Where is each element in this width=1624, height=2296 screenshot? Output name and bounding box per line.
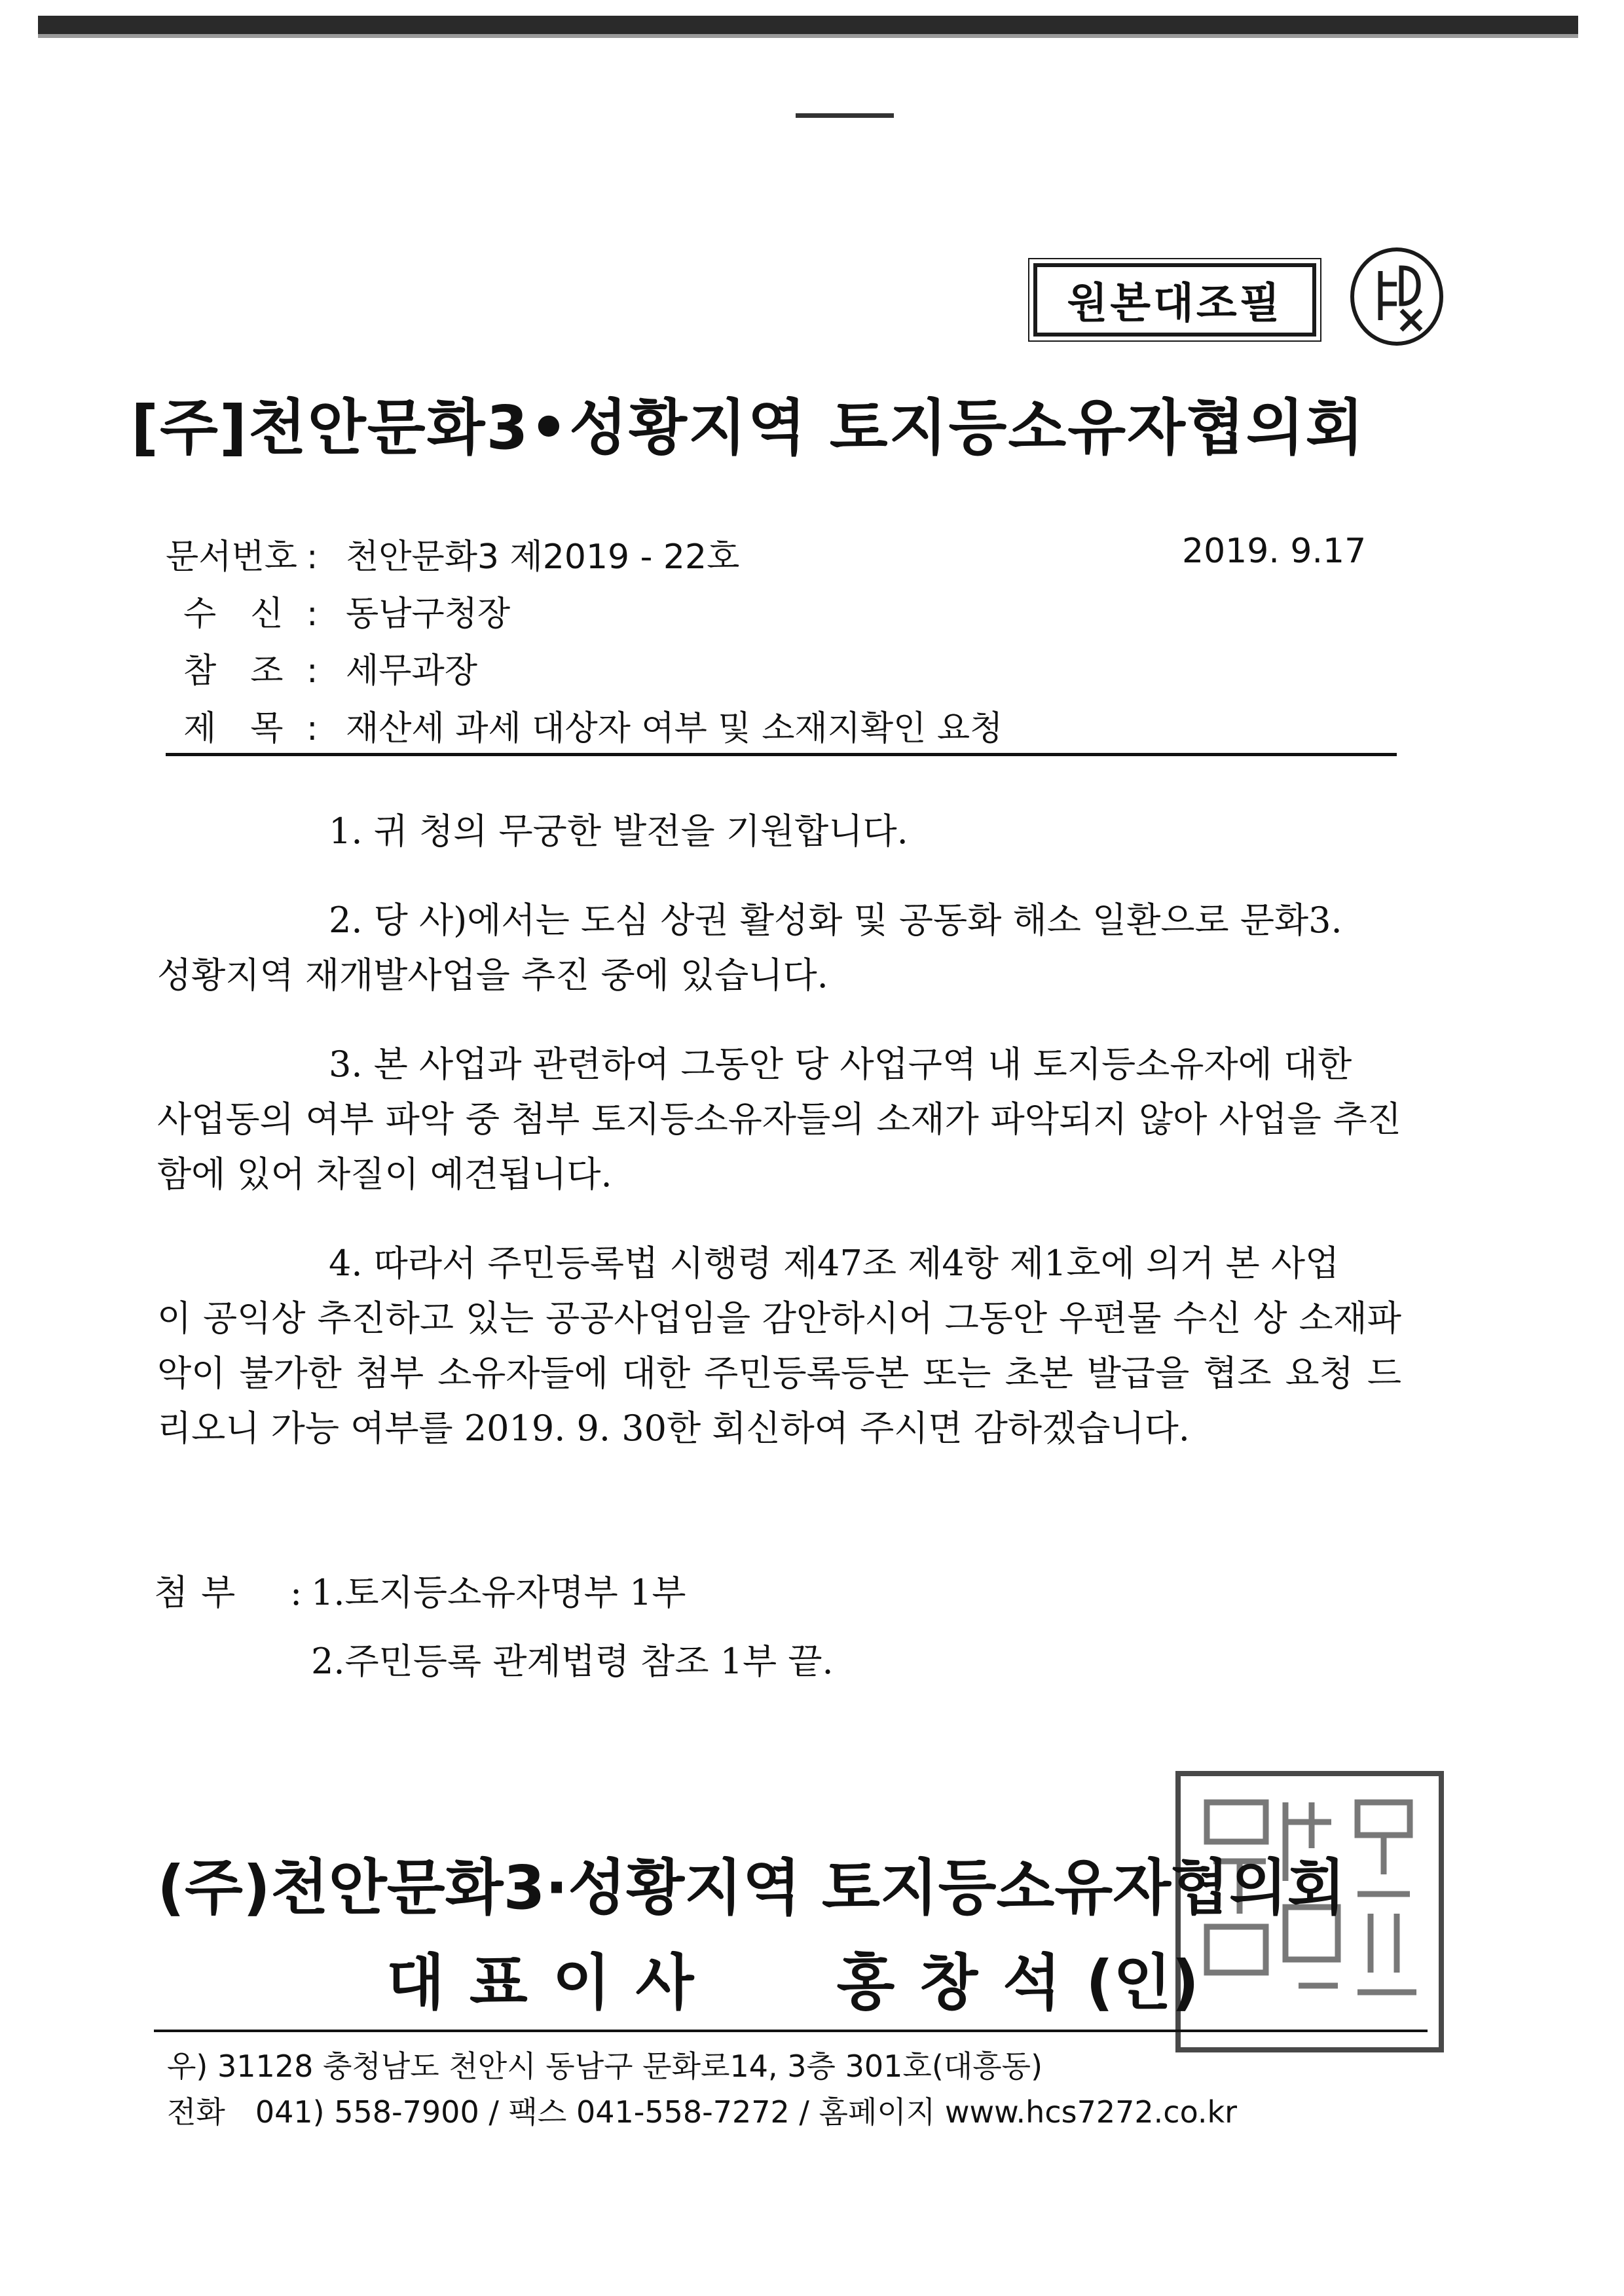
doc-number-value: 천안문화3 제2019 - 22호 bbox=[346, 538, 740, 577]
attachment-label: 첨부 bbox=[154, 1572, 249, 1613]
paragraph-first-line: 1. 귀 청의 무궁한 발전을 기원합니다. bbox=[329, 811, 908, 852]
colon: : bbox=[306, 651, 318, 691]
paragraph-first-line: 2. 당 사)에서는 도심 상권 활성화 및 공동화 해소 일환으로 문화3. bbox=[329, 900, 1342, 941]
paragraph-continuation: 성황지역 재개발사업을 추진 중에 있습니다. bbox=[157, 955, 828, 996]
paragraph bbox=[157, 893, 1401, 1003]
organization-title: [주]천안문화3•성황지역 토지등소유자협의회 bbox=[131, 393, 1365, 463]
reference-value: 세무과장 bbox=[346, 651, 477, 691]
subject-label: 제 목 bbox=[183, 709, 284, 748]
recipient-row bbox=[183, 586, 510, 635]
attachment-row bbox=[154, 1558, 834, 1627]
footer-contact: 전화 041) 558-7900 / 팩스 041-558-7272 / 홈페이지 www.hcs7272.co.kr bbox=[167, 2094, 1238, 2130]
paragraph bbox=[157, 1236, 1401, 1456]
footer-address: 우) 31128 충청남도 천안시 동남구 문화로14, 3층 301호(대흥동) bbox=[167, 2049, 1043, 2084]
paragraph-first-line: 3. 본 사업과 관련하여 그동안 당 사업구역 내 토지등소유자에 대한 bbox=[329, 1044, 1352, 1085]
colon: : bbox=[290, 1572, 303, 1613]
colon: : bbox=[306, 709, 318, 748]
doc-number-row bbox=[166, 529, 739, 578]
original-verified-stamp bbox=[1033, 263, 1316, 337]
recipient-label: 수 신 bbox=[183, 594, 284, 634]
attachment-item: 2.주민등록 관계법령 참조 1부 끝. bbox=[311, 1641, 834, 1682]
representative-line bbox=[386, 1935, 1199, 2021]
recipient-value: 동남구청장 bbox=[346, 594, 511, 634]
scan-mark bbox=[796, 113, 894, 118]
subject-divider bbox=[166, 753, 1397, 756]
representative-name: 홍창석 bbox=[836, 1948, 1086, 2018]
subject-row bbox=[183, 701, 1003, 750]
attachment-item: 1.토지등소유자명부 1부 bbox=[311, 1572, 686, 1613]
attachment-row bbox=[154, 1627, 834, 1696]
reference-row bbox=[183, 643, 477, 692]
colon: : bbox=[306, 538, 318, 577]
scan-top-border bbox=[38, 16, 1578, 34]
footer-divider bbox=[154, 2030, 1428, 2032]
doc-number-label: 문서번호 bbox=[166, 538, 297, 577]
letter-body bbox=[157, 804, 1401, 1490]
paragraph-first-line: 4. 따라서 주민등록법 시행령 제47조 제4항 제1호에 의거 본 사업 bbox=[329, 1243, 1340, 1284]
paragraph-continuation: 사업동의 여부 파악 중 첨부 토지등소유자들의 소재가 파악되지 않아 사업을 추진함에 있어 차질이 예견됩니다. bbox=[157, 1099, 1401, 1195]
reference-label: 참 조 bbox=[183, 651, 284, 691]
attachments bbox=[154, 1558, 834, 1696]
subject-value: 재산세 과세 대상자 여부 및 소재지확인 요청 bbox=[346, 709, 1003, 748]
representative-title: 대표이사 bbox=[386, 1948, 719, 2018]
round-seal-icon bbox=[1350, 247, 1443, 346]
document-date: 2019. 9.17 bbox=[1182, 532, 1367, 571]
seal-mark: (인) bbox=[1086, 1948, 1200, 2018]
stamp-text: 원본대조필 bbox=[1067, 279, 1283, 328]
paragraph-continuation: 이 공익상 추진하고 있는 공공사업임을 감안하시어 그동안 우편물 수신 상 소재파악이 불가한 첨부 소유자들에 대한 주민등록등본 또는 초본 발급을 협조 요청 드리오니 가능 여부를 2019. 9. 30한 회신하여 주시면 감하겠습니다. bbox=[157, 1298, 1401, 1449]
scan-top-shadow bbox=[38, 34, 1578, 38]
colon: : bbox=[306, 594, 318, 634]
paragraph bbox=[157, 1037, 1401, 1202]
paragraph bbox=[157, 804, 1401, 859]
footer-organization: (주)천안문화3·성황지역 토지등소유자협의회 bbox=[157, 1853, 1346, 1923]
